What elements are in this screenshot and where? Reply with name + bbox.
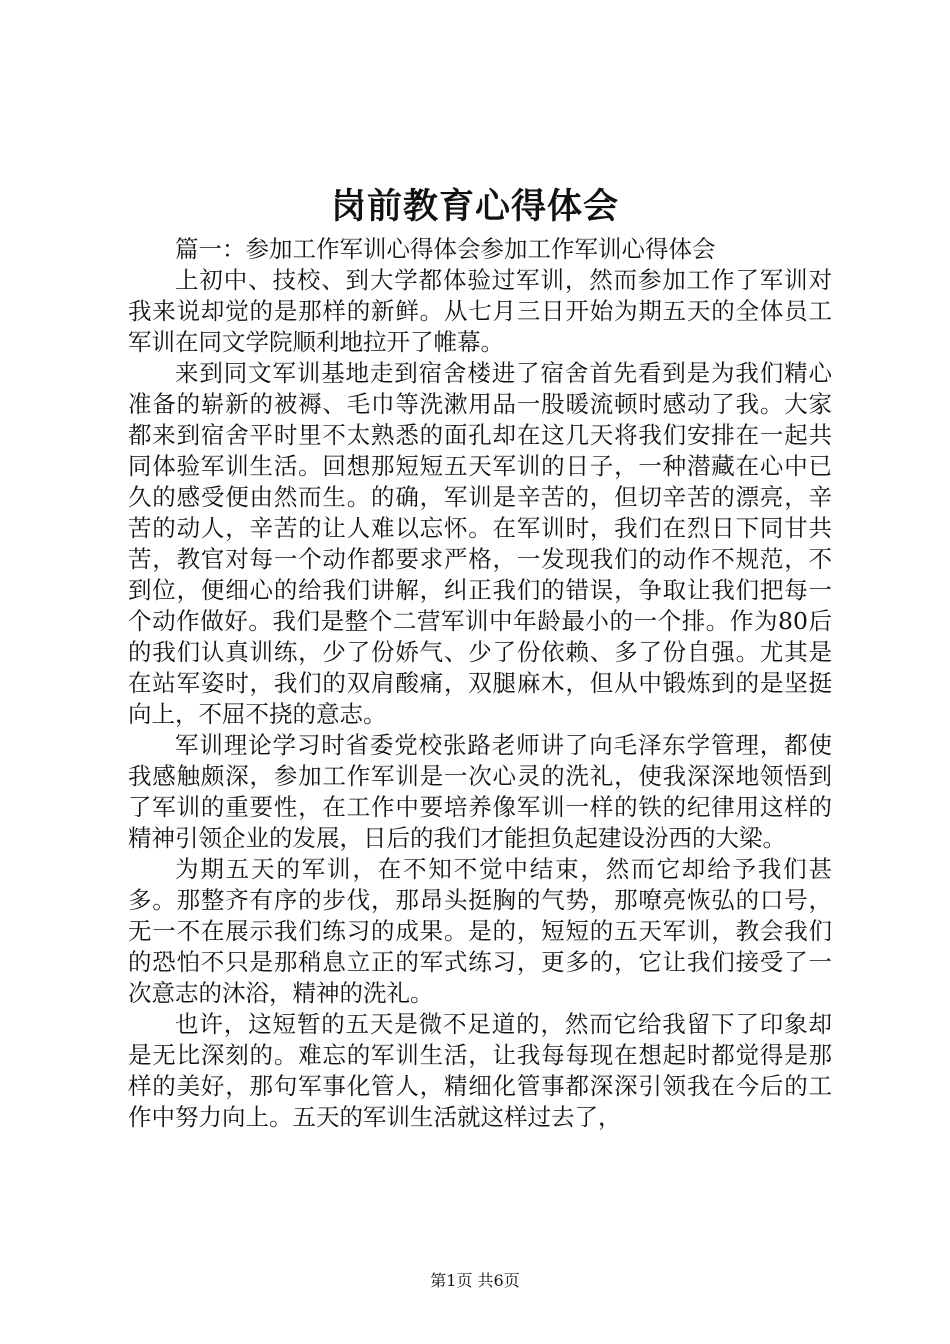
page-footer: 第1页 共6页 — [430, 1271, 520, 1290]
paragraph: 篇一：参加工作军训心得体会参加工作军训心得体会 — [175, 235, 716, 263]
paragraph: 为期五天的军训，在不知不觉中结束，然而它却给予我们甚多。那整齐有序的步伐，那昂头挺胸的气势，那嘹亮恢弘的口号，无一不在展示我们练习的成果。是的，短短的五天军训，教会我们的恐怕不只是那稍息立正的军式练习，更多的，它让我们接受了一次意志的沐浴，精神的洗礼。 — [128, 855, 832, 1007]
document-body — [128, 234, 832, 1133]
paragraph: 来到同文军训基地走到宿舍楼进了宿舍首先看到是为我们精心准备的崭新的被褥、毛巾等洗漱用品一股暖流顿时感动了我。大家都来到宿舍平时里不太熟悉的面孔却在这几天将我们安排在一起共同体验军训生活。回想那短短五天军训的日子，一种潜藏在心中已久的感受便由然而生。的确，军训是辛苦的，但切辛苦的漂亮，辛苦的动人，辛苦的让人难以忘怀。在军训时，我们在烈日下同甘共苦，教官对每一个动作都要求严格，一发现我们的动作不规范，不到位，便细心的给我们讲解，纠正我们的错误，争取让我们把每一个动作做好。我们是整个二营军训中年龄最小的一个排。作为80后的我们认真训练，少了份娇气、少了份依赖、多了份自强。尤其是在站军姿时，我们的双肩酸痛，双腿麻木，但从中锻炼到的是坚挺向上，不屈不挠的意志。 — [128, 359, 832, 728]
document-title: 岗前教育心得体会 — [330, 186, 619, 227]
paragraph: 上初中、技校、到大学都体验过军训，然而参加工作了军训对我来说却觉的是那样的新鲜。从七月三日开始为期五天的全体员工军训在同文学院顺利地拉开了帷幕。 — [128, 266, 832, 356]
paragraph: 也许，这短暂的五天是微不足道的，然而它给我留下了印象却是无比深刻的。难忘的军训生活，让我每每现在想起时都觉得是那样的美好，那句军事化管人，精细化管事都深深引领我在今后的工作中努力向上。五天的军训生活就这样过去了， — [128, 1010, 832, 1131]
paragraph: 军训理论学习时省委党校张路老师讲了向毛泽东学管理，都使我感触颇深，参加工作军训是一次心灵的洗礼，使我深深地领悟到了军训的重要性，在工作中要培养像军训一样的铁的纪律用这样的精神引领企业的发展，日后的我们才能担负起建设汾西的大梁。 — [128, 731, 832, 852]
